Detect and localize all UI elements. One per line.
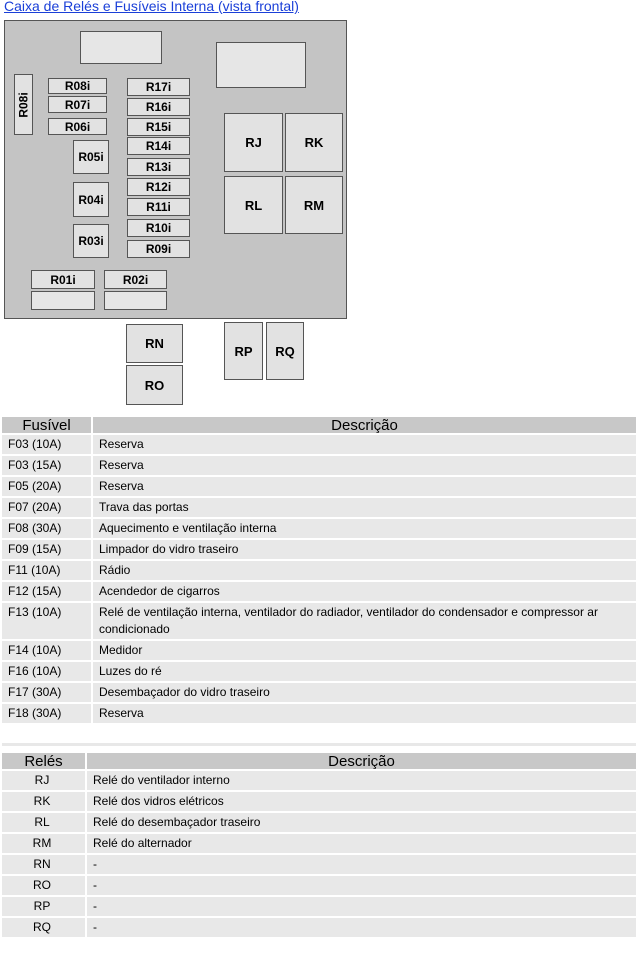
fuse-r04i: R04i	[73, 182, 109, 217]
table-row	[2, 641, 636, 660]
table-row	[2, 477, 636, 496]
table-row	[2, 582, 636, 601]
relay-rk: RK	[285, 113, 343, 172]
relay-rm: RM	[285, 176, 343, 234]
fuse-r06i: R06i	[48, 118, 107, 135]
row-description: Reserva	[93, 477, 636, 496]
table-row	[2, 918, 636, 937]
row-description: Reserva	[93, 435, 636, 454]
relay-rl: RL	[224, 176, 283, 234]
row-key: F09 (15A)	[2, 540, 93, 559]
row-key: RK	[2, 792, 87, 811]
table-row	[2, 561, 636, 580]
table-row	[2, 771, 636, 790]
fuse-r12i: R12i	[127, 178, 190, 196]
relay-rq: RQ	[266, 322, 304, 380]
empty-slot	[80, 31, 162, 64]
row-description: Relé do ventilador interno	[87, 771, 636, 790]
row-key: RP	[2, 897, 87, 916]
empty-slot	[31, 291, 95, 310]
row-key: F07 (20A)	[2, 498, 93, 517]
row-key: F18 (30A)	[2, 704, 93, 723]
fuse-table	[2, 415, 636, 725]
row-description: Medidor	[93, 641, 636, 660]
relay-table	[2, 751, 636, 939]
table-row	[2, 435, 636, 454]
row-key: RJ	[2, 771, 87, 790]
fuse-r09i: R09i	[127, 240, 190, 258]
table-row	[2, 704, 636, 723]
row-description: Luzes do ré	[93, 662, 636, 681]
fuse-r01i: R01i	[31, 270, 95, 289]
row-description: -	[87, 855, 636, 874]
row-description: Relé do desembaçador traseiro	[87, 813, 636, 832]
empty-slot	[104, 291, 167, 310]
table-row	[2, 792, 636, 811]
fuse-r13i: R13i	[127, 158, 190, 176]
row-description: Reserva	[93, 704, 636, 723]
empty-slot	[216, 42, 306, 88]
row-description: Rádio	[93, 561, 636, 580]
row-key: F16 (10A)	[2, 662, 93, 681]
row-description: -	[87, 918, 636, 937]
table-row	[2, 540, 636, 559]
fuse-r14i: R14i	[127, 137, 190, 155]
table-row	[2, 855, 636, 874]
row-description: Aquecimento e ventilação interna	[93, 519, 636, 538]
row-description: Limpador do vidro traseiro	[93, 540, 636, 559]
table-row	[2, 897, 636, 916]
table-row	[2, 603, 636, 639]
description-header: Descrição	[87, 753, 636, 769]
relay-ro: RO	[126, 365, 183, 405]
fuse-r03i: R03i	[73, 224, 109, 258]
table-row	[2, 662, 636, 681]
row-key: F13 (10A)	[2, 603, 93, 639]
table-row	[2, 683, 636, 702]
row-key: F05 (20A)	[2, 477, 93, 496]
fuse-r10i: R10i	[127, 219, 190, 237]
fuse-r07i: R07i	[48, 96, 107, 113]
relay-header: Relés	[2, 753, 87, 769]
row-key: RL	[2, 813, 87, 832]
row-key: F03 (10A)	[2, 435, 93, 454]
row-key: F11 (10A)	[2, 561, 93, 580]
row-description: -	[87, 876, 636, 895]
table-row	[2, 498, 636, 517]
fuse-r11i: R11i	[127, 198, 190, 216]
row-description: -	[87, 897, 636, 916]
relay-rp: RP	[224, 322, 263, 380]
relay-rn: RN	[126, 324, 183, 363]
fuse-r17i: R17i	[127, 78, 190, 96]
diagram-title-link[interactable]: Caixa de Relés e Fusíveis Interna (vista frontal)	[4, 0, 299, 14]
row-description: Relé dos vidros elétricos	[87, 792, 636, 811]
row-key: F12 (15A)	[2, 582, 93, 601]
fuse-r16i: R16i	[127, 98, 190, 116]
row-key: RQ	[2, 918, 87, 937]
row-key: F08 (30A)	[2, 519, 93, 538]
table-row	[2, 456, 636, 475]
fuse-r15i: R15i	[127, 118, 190, 136]
fuse-r08i: R08i	[48, 78, 107, 94]
row-description: Reserva	[93, 456, 636, 475]
row-key: F03 (15A)	[2, 456, 93, 475]
row-key: F14 (10A)	[2, 641, 93, 660]
row-description: Relé do alternador	[87, 834, 636, 853]
row-key: F17 (30A)	[2, 683, 93, 702]
row-key: RO	[2, 876, 87, 895]
row-description: Acendedor de cigarros	[93, 582, 636, 601]
table-row	[2, 876, 636, 895]
table-row	[2, 813, 636, 832]
table-separator	[2, 743, 636, 746]
description-header: Descrição	[93, 417, 636, 433]
row-key: RM	[2, 834, 87, 853]
fuse-r02i: R02i	[104, 270, 167, 289]
fuse-r08i-vertical: R08i	[14, 74, 33, 135]
table-row	[2, 519, 636, 538]
table-row	[2, 834, 636, 853]
row-description: Trava das portas	[93, 498, 636, 517]
row-key: RN	[2, 855, 87, 874]
fuse-r05i: R05i	[73, 140, 109, 174]
row-description: Relé de ventilação interna, ventilador do radiador, ventilador do condensador e compressor ar condicionado	[93, 603, 636, 639]
fuse-header: Fusível	[2, 417, 93, 433]
relay-rj: RJ	[224, 113, 283, 172]
row-description: Desembaçador do vidro traseiro	[93, 683, 636, 702]
